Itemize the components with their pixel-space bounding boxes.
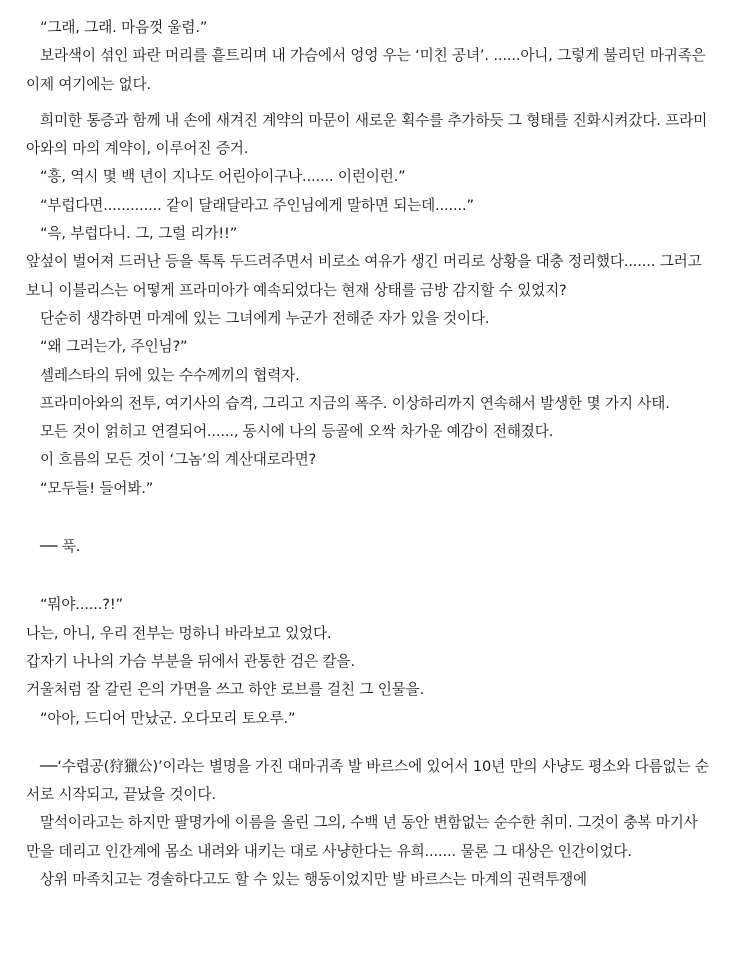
- paragraph: “모두들! 들어봐.”: [40, 479, 154, 497]
- paragraph: 갑자기 나나의 가슴 부분을 뒤에서 관통한 검은 칼을.: [26, 652, 355, 670]
- paragraph: 셀레스타의 뒤에 있는 수수께끼의 협력자.: [40, 366, 300, 384]
- paragraph: 보라색이 섞인 파란 머리를 흩트리며 내 가슴에서 엉엉 우는 ‘미친 공녀’. ......아니, 그렇게 불리던 마귀족은 이제 여기에는 없다.: [26, 47, 711, 93]
- paragraph: “부럽다면............. 같이 달래달라고 주인님에게 말하면 되는데.......”: [40, 196, 474, 214]
- paragraph: 상위 마족치고는 경솔하다고도 할 수 있는 행동이었지만 발 바르스는 마계의 권력투쟁에: [40, 871, 588, 889]
- paragraph: 단순히 생각하면 마계에 있는 그녀에게 누군가 전해준 자가 있을 것이다.: [40, 309, 490, 327]
- paragraph: “윽, 부럽다니. 그, 그럴 리가!!”: [40, 225, 238, 243]
- paragraph: 거울처럼 잘 갈린 은의 가면을 쓰고 하얀 로브를 걸친 그 인물을.: [26, 681, 425, 699]
- paragraph: “그래, 그래. 마음껏 울렴.”: [40, 19, 208, 36]
- paragraph: “흥, 역시 몇 백 년이 지나도 어린아이구나....... 이런이런.”: [40, 168, 406, 186]
- paragraph-spacer: [26, 561, 710, 591]
- paragraph: 이 흐름의 모든 것이 ‘그놈’의 계산대로라면?: [40, 451, 317, 469]
- paragraph-spacer: [26, 733, 710, 753]
- document-body: [26, 14, 710, 894]
- paragraph: ── 푹.: [40, 538, 81, 556]
- paragraph: ──‘수렵공(狩獵公)’이라는 별명을 가진 대마귀족 발 바르스에 있어서 10년 만의 사냥도 평소와 다름없는 순서로 시작되고, 끝났을 것이다.: [26, 757, 709, 804]
- paragraph: 앞섶이 벌어져 드러난 등을 톡톡 두드려주면서 비로소 여유가 생긴 머리로 상황을 대충 정리했다....... 그러고 보니 이블리스는 어떻게 프라미아가 예속되었다는 현재 상태를 금방 감지할 수 있었지?: [26, 253, 707, 299]
- paragraph: 모든 것이 얽히고 연결되어......, 동시에 나의 등골에 오싹 차가운 예감이 전해졌다.: [40, 423, 554, 441]
- paragraph: 희미한 통증과 함께 내 손에 새겨진 계약의 마문이 새로운 획수를 추가하듯 그 형태를 진화시켜갔다. 프라미아와의 마의 계약이, 이루어진 증거.: [26, 111, 708, 158]
- paragraph: 나는, 아니, 우리 전부는 멍하니 바라보고 있었다.: [26, 624, 332, 642]
- paragraph-spacer: [26, 503, 710, 533]
- paragraph: 프라미아와의 전투, 여기사의 습격, 그리고 지금의 폭주. 이상하리까지 연속해서 발생한 몇 가지 사태.: [40, 394, 670, 412]
- paragraph-spacer: [26, 99, 710, 107]
- paragraph: “뭐야......?!”: [40, 596, 123, 614]
- paragraph: “왜 그러는가, 주인님?”: [40, 338, 188, 356]
- paragraph: “아아, 드디어 만났군. 오다모리 토오루.”: [40, 709, 296, 727]
- paragraph: 말석이라고는 하지만 팔명가에 이름을 올린 그의, 수백 년 동안 변함없는 순수한 취미. 그것이 충복 마기사만을 데리고 인간계에 몸소 내려와 내키는 대로 사냥한다는 유희....... 물론 그 대상은 인간이었다.: [26, 814, 698, 860]
